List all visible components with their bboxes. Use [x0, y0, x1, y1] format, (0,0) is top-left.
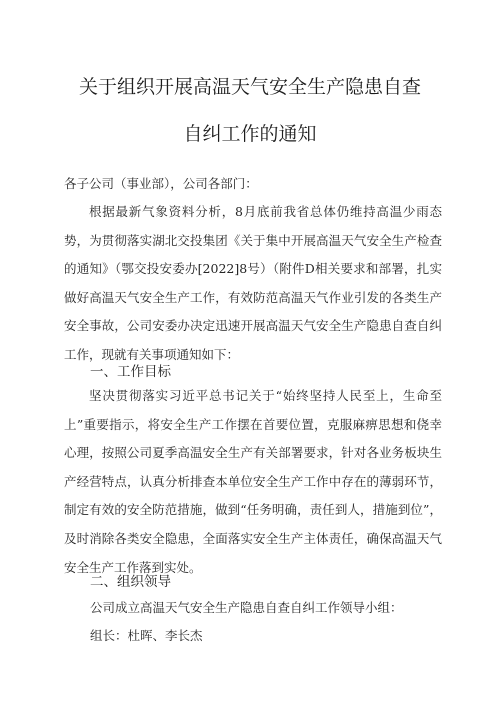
- document-title-line-2: 自纠工作的通知: [183, 123, 317, 145]
- section-heading-work-goals: 一、工作目标: [90, 364, 171, 380]
- paragraph-work-goals: 坚决贯彻落实习近平总书记关于“始终坚持人民至上，生命至上”重要指示，将安全生产工作摆在首要位置，克服麻痹思想和侥幸心理，按照公司夏季高温安全生产有关部署要求，针对各业务板块生产经营特点，认真分析排查本单位安全生产工作中存在的薄弱环节，制定有效的安全防范措施，做到“任务明确，责任到人，措施到位”，及时消除各类安全隐患，全面落实安全生产主体责任，确保高温天气安全生产工作落到实处。: [64, 388, 442, 575]
- document-title-line-1: 关于组织开展高温天气安全生产隐患自查: [78, 76, 421, 98]
- leadership-group-line: 公司成立高温天气安全生产隐患自查自纠工作领导小组：: [90, 600, 403, 615]
- paragraph-intro: 根据最新气象资料分析，8月底前我省总体仍维持高温少雨态势，为贯彻落实湖北交投集团《关于集中开展高温天气安全生产检查的通知》（鄂交投安委办[2022]8号）（附件D相关要求和部署，扎实做好高温天气安全生产工作，有效防范高温天气作业引发的各类生产安全事故，公司安委办决定迅速开展高温天气安全生产隐患自查自纠工作，现就有关事项通知如下：: [64, 204, 442, 362]
- salutation: 各子公司（事业部），公司各部门：: [64, 176, 258, 191]
- section-heading-organization: 二、组织领导: [90, 574, 171, 590]
- group-leader-line: 组长：杜晖、李长杰: [90, 628, 203, 643]
